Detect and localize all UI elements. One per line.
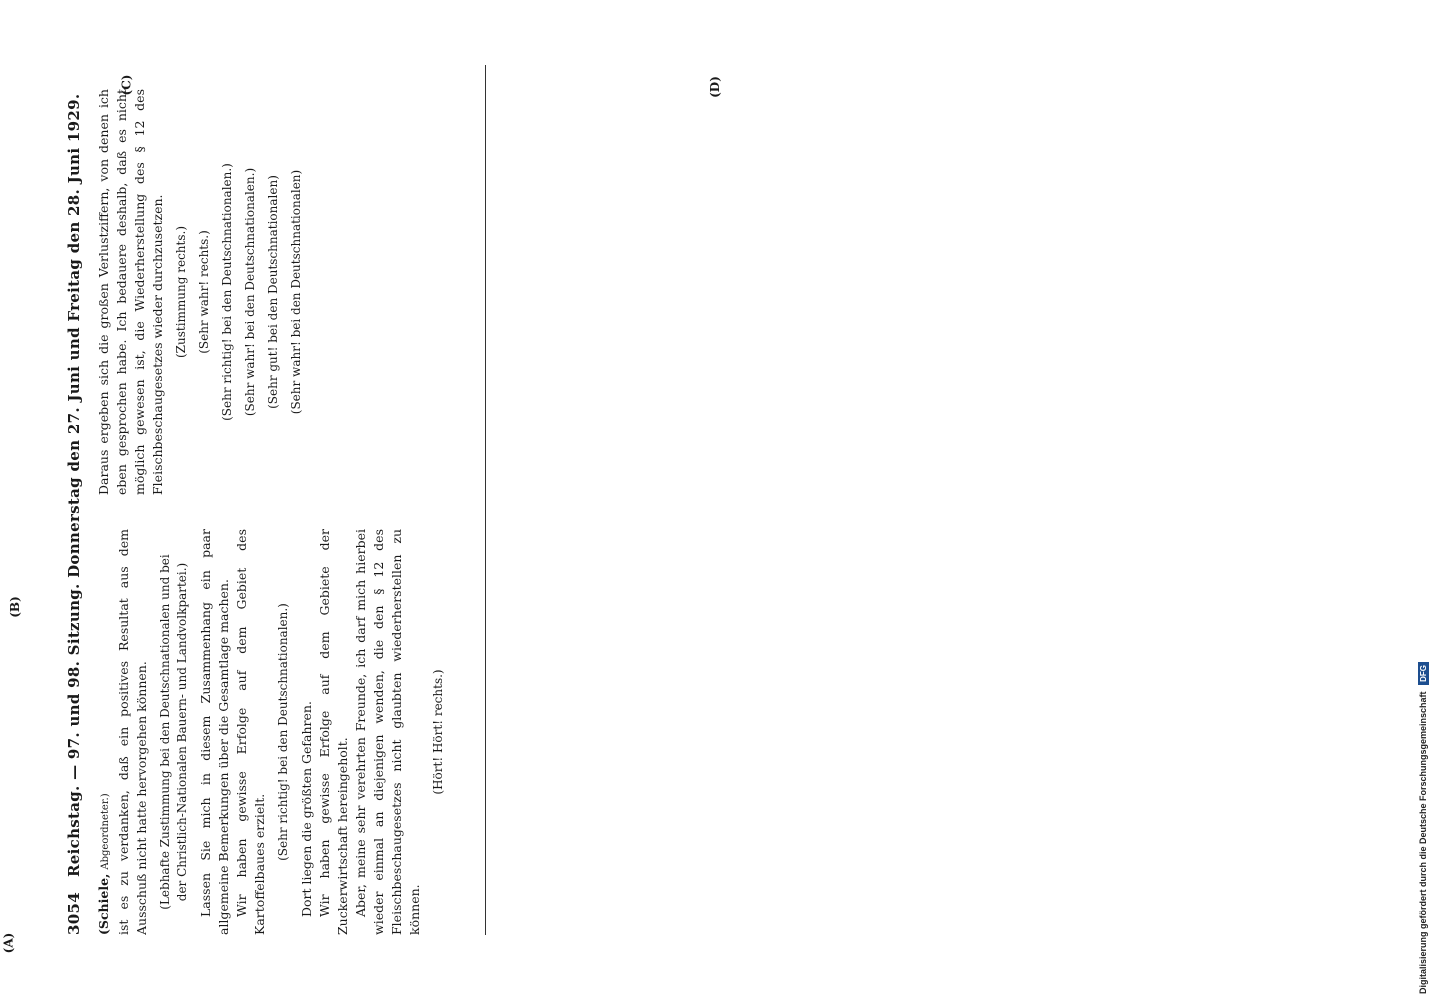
- interjection: (Sehr gut! bei den Deutschnationalen): [266, 175, 280, 409]
- right-column: [95, 89, 715, 495]
- speaker-name: (Schiele,: [96, 873, 111, 935]
- interjection: (Sehr richtig! bei den Deutschnationalen.): [220, 163, 234, 421]
- margin-marker-b: (B): [7, 596, 22, 618]
- margin-marker-a: (A): [1, 932, 16, 954]
- speaker-line: [95, 529, 115, 935]
- left-column: [95, 529, 715, 935]
- interjection: (Sehr wahr! bei den Deutschnationalen): [289, 169, 303, 415]
- interjection: (Sehr wahr! rechts.): [197, 230, 211, 354]
- header-title: Reichstag. — 97. und 98. Sitzung. Donnerstag den 27. Juni und Freitag den 28. Juni 1929.: [65, 93, 83, 877]
- interjection: (Lebhafte Zustimmung bei den Deutschnationalen und bei der Christlich-Nationalen Bauern- und Landvolkpartei.): [158, 554, 189, 910]
- paragraph: Daraus ergeben sich die großen Verlustziffern, von denen ich eben gesprochen habe. Ich bedauere deshalb, daß es nicht möglich gewesen ist, die Wiederherstellung des § 12 des Fleischbeschaugesetzes wieder durchzusetzen.: [96, 89, 165, 495]
- paragraph: Wir haben gewisse Erfolge auf dem Gebiet des Kartoffelbaues erzielt.: [234, 529, 267, 935]
- interjection: (Zustimmung rechts.): [174, 225, 188, 359]
- running-header: [65, 65, 91, 935]
- margin-marker-c: (C): [119, 74, 134, 96]
- page-number: 3054: [65, 892, 83, 935]
- paragraph: ist es zu verdanken, daß ein positives Resultat aus dem Ausschuß nicht hatte hervorgehen können.: [116, 529, 149, 935]
- speaker-role: Abgeordneter.): [100, 793, 111, 870]
- digitization-credit: [1418, 662, 1429, 994]
- interjection: (Hört! Hört! rechts.): [431, 669, 445, 795]
- document-page: [65, 65, 725, 935]
- paragraph: Lassen Sie mich in diesem Zusammenhang ein paar allgemeine Bemerkungen über die Gesamtlage machen.: [198, 529, 231, 935]
- paragraph: Aber, meine sehr verehrten Freunde, ich darf mich hierbei wieder einmal an diejenigen wenden, die den § 12 des Fleischbeschaugesetzes nicht glaubten wiederherstellen zu können.: [353, 529, 422, 935]
- interjection: (Sehr richtig! bei den Deutschnationalen.): [276, 603, 290, 861]
- paragraph: Wir haben gewisse Erfolge auf dem Gebiete der Zuckerwirtschaft hereingeholt.: [317, 529, 350, 935]
- margin-marker-d: (D): [707, 76, 722, 98]
- interjection: (Sehr wahr! bei den Deutschnationalen.): [243, 167, 257, 417]
- dfg-logo: DFG: [1418, 662, 1429, 685]
- credit-text: Digitalisierung gefördert durch die Deutsche Forschungsgemeinschaft: [1418, 691, 1428, 994]
- paragraph: Dort liegen die größten Gefahren.: [299, 701, 314, 917]
